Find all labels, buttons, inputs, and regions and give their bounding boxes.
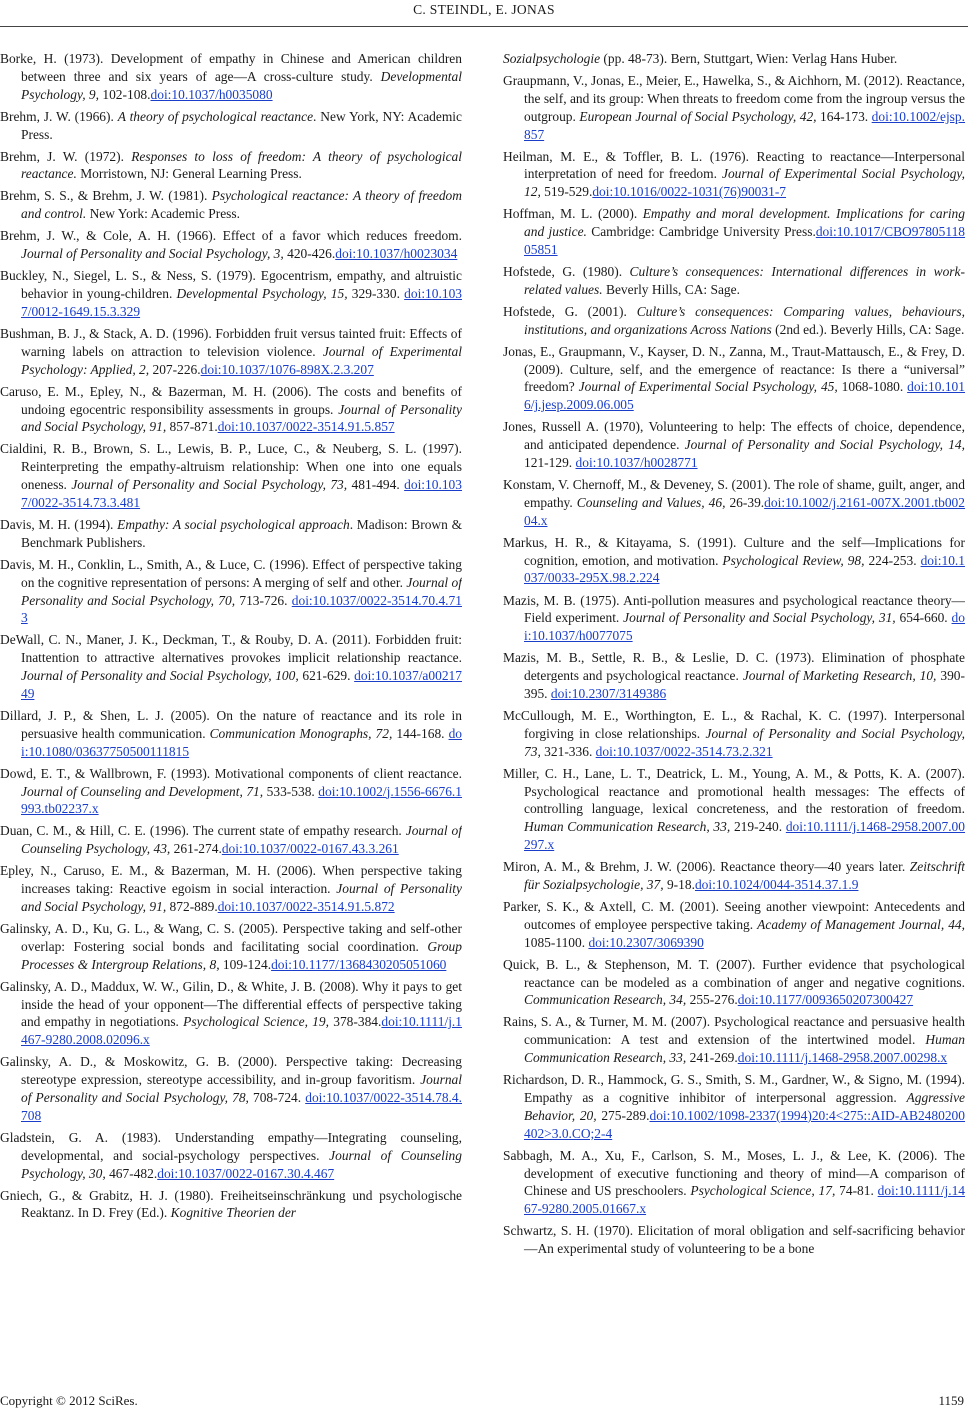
reference-details: . New York, NY: Academic Press. (21, 108, 462, 142)
reference-text: Caruso, E. M., Epley, N., & Bazerman, M. H. (2006). The costs and benefits of undoing egocentric responsibility assessments in groups. (0, 383, 462, 417)
reference-entry (503, 956, 965, 1010)
reference-entry (0, 108, 462, 144)
reference-entry (0, 1053, 462, 1124)
doi-link[interactable]: doi:10.1016/0022-1031(76)90031-7 (592, 184, 787, 200)
reference-text: Parker, S. K., & Axtell, C. M. (2001). Seeing another viewpoint: Antecedents and outcomes of employee perspective taking. (503, 898, 965, 932)
reference-entry (0, 862, 462, 916)
reference-source: Sozialpsychologie (503, 51, 601, 66)
reference-text: Dowd, E. T., & Wallbrown, F. (1993). Motivational components of client reactance. (0, 765, 462, 781)
reference-entry (0, 227, 462, 263)
reference-entry (0, 631, 462, 702)
doi-link[interactable]: doi:10.1111/j.1467-9280.2005.01667.x (524, 1183, 965, 1217)
page-number: 1159 (938, 1393, 964, 1408)
reference-details: 390-395. (524, 668, 965, 701)
reference-details: (pp. 48-73). Bern, Stuttgart, Wien: Verlag Hans Huber. (600, 51, 898, 66)
reference-text: DeWall, C. N., Maner, J. K., Deckman, T., & Rouby, D. A. (2011). Forbidden fruit: Inattention to attractive alternatives provokes implicit relationship reactance. (0, 632, 462, 666)
reference-details: 654-660. (895, 610, 952, 626)
reference-text: Gladstein, G. A. (1983). Understanding empathy—Integrating counseling, developmental, and social-psychology perspectives. (0, 1129, 462, 1163)
left-reference-column (0, 50, 462, 1372)
doi-link[interactable]: doi:10.1037/0012-1649.15.3.329 (21, 286, 462, 319)
doi-link[interactable]: doi:10.1037/a0021749 (21, 668, 462, 701)
doi-link[interactable]: doi:10.1037/0022-3514.78.4.708 (21, 1089, 462, 1123)
reference-source: Journal of Counseling Psychology, 43, (21, 823, 462, 857)
reference-source: Human Communication Research, 33, (524, 819, 731, 835)
reference-text: Miron, A. M., & Brehm, J. W. (2006). Reactance theory—40 years later. (503, 859, 910, 875)
reference-source: Psychological Science, 17, (690, 1183, 836, 1199)
reference-details: Morristown, NJ: General Learning Press. (76, 166, 302, 182)
reference-source: Journal of Personality and Social Psychology, 73, (71, 477, 348, 493)
doi-link[interactable]: doi:10.1177/1368430205051060 (271, 956, 447, 972)
reference-text: Jonas, E., Graupmann, V., Kayser, D. N., Zanna, M., Traut-Mattausch, E., & Frey, D. (2009). Culture, self, and the emergence of reactance: Is there a “universal” freedom? (503, 343, 965, 395)
reference-text: Galinsky, A. D., & Moskowitz, G. B. (2000). Perspective taking: Decreasing stereotype expression, stereotype accessibility, and in-group favoritism. (0, 1054, 462, 1088)
reference-text: Quick, B. L., & Stephenson, M. T. (2007). Further evidence that psychological reactance can be modeled as a combination of anger and negative cognitions. (503, 956, 965, 990)
reference-details: 26-39. (725, 494, 765, 510)
reference-details: 9-18. (663, 876, 695, 892)
doi-link[interactable]: doi:10.1037/0022-3514.73.2.321 (595, 743, 773, 759)
reference-entry (503, 303, 965, 339)
reference-entry (0, 765, 462, 819)
reference-entry (503, 858, 965, 894)
page-footer (0, 1393, 968, 1411)
reference-details: 1085-1100. (524, 934, 589, 950)
reference-source: Journal of Personality and Social Psychology, 14, (684, 437, 965, 453)
doi-link[interactable]: doi:10.1037/0022-3514.73.3.481 (21, 477, 462, 510)
reference-text: Graupmann, V., Jonas, E., Meier, E., Hawelka, S., & Aichhorn, M. (2012). Reactance, the self, and its group: When threats to freedom come from the ingroup versus the outgroup. (503, 73, 965, 124)
reference-text: Buckley, N., Siegel, L. S., & Ness, S. (1979). Egocentrism, empathy, and altruistic behavior in young-children. (0, 268, 462, 302)
reference-source: Journal of Experimental Social Psychology, 45, (578, 379, 838, 395)
reference-source: Journal of Personality and Social Psychology, 100, (21, 668, 299, 684)
reference-details: 857-871. (166, 419, 218, 435)
reference-details: 420-426. (283, 246, 336, 262)
reference-details: 275-289. (596, 1107, 650, 1123)
reference-entry (0, 920, 462, 974)
reference-text: Jones, Russell A. (1970), Volunteering to help: The effects of choice, dependence, and anticipated dependence. (503, 419, 965, 453)
reference-details: 533-538. (263, 783, 319, 799)
reference-source: Journal of Personality and Social Psychology, 31, (623, 610, 896, 626)
reference-text: Gniech, G., & Grabitz, H. J. (1980). Freiheitseinschränkung und psychologische Reaktanz. In D. Frey (Ed.). (0, 1187, 462, 1221)
reference-source: Aggressive Behavior, 20, (524, 1089, 965, 1123)
doi-link[interactable]: doi:10.1037/0022-3514.70.4.713 (21, 592, 462, 626)
reference-details: 872-889. (166, 898, 218, 914)
reference-text: Brehm, J. W. (1972). (0, 148, 132, 164)
reference-source: Journal of Counseling and Development, 71, (21, 783, 264, 799)
reference-source: Journal of Experimental Social Psychology, 12, (524, 166, 965, 200)
doi-link[interactable]: doi:10.1002/1098-2337(1994)20:4<275::AID-AB2480200402>3.0.CO;2-4 (524, 1107, 965, 1141)
doi-link[interactable]: doi:10.1037/0022-3514.91.5.872 (217, 898, 395, 914)
reference-details: Beverly Hills, CA: Sage. (602, 281, 740, 297)
reference-text: Markus, H. R., & Kitayama, S. (1991). Culture and the self—Implications for cognition, emotion, and motivation. (503, 534, 965, 568)
reference-entry (503, 534, 965, 588)
reference-text: Brehm, J. W. (1966). (0, 108, 118, 124)
reference-text: Duan, C. M., & Hill, C. E. (1996). The current state of empathy research. (0, 823, 406, 839)
reference-details: 121-129. (524, 455, 576, 471)
reference-details: 224-253. (864, 552, 921, 568)
reference-text: Mazis, M. B., Settle, R. B., & Leslie, D. C. (1973). Elimination of phosphate detergents and psychological reactance. (503, 650, 965, 684)
reference-text: Brehm, J. W., & Cole, A. H. (1966). Effect of a favor which reduces freedom. (0, 228, 462, 244)
reference-source: Journal of Marketing Research, 10, (742, 668, 937, 684)
reference-details: (2nd ed.). Beverly Hills, CA: Sage. (771, 321, 965, 337)
reference-entry (0, 148, 462, 184)
reference-details: 219-240. (730, 819, 786, 835)
reference-text: Rains, S. A., & Turner, M. M. (2007). Psychological reactance and persuasive health communication: A test and extension of the intertwined model. (503, 1014, 965, 1048)
doi-link[interactable]: doi:10.1037/0033-295X.98.2.224 (524, 552, 965, 586)
reference-source: Journal of Experimental Psychology: Applied, 2, (21, 343, 462, 377)
reference-entry (503, 205, 965, 259)
reference-details: 467-482. (105, 1165, 158, 1181)
reference-details: 713-726. (235, 592, 292, 608)
reference-entry (0, 187, 462, 223)
reference-details: New York: Academic Press. (86, 206, 240, 222)
header-rule (0, 26, 968, 27)
doi-link[interactable]: doi:10.1080/03637750500111815 (21, 725, 462, 759)
reference-details: 261-274. (170, 841, 222, 857)
doi-link[interactable]: doi:10.1037/0022-3514.91.5.857 (217, 419, 395, 435)
reference-source: European Journal of Social Psychology, 42, (579, 108, 817, 124)
doi-link[interactable]: doi:10.1017/CBO9780511805851 (524, 224, 965, 257)
reference-source: Empathy and moral development. Implications for caring and justice. (524, 206, 965, 240)
reference-text: Borke, H. (1973). Development of empathy in Chinese and American children between three and six years of age—A cross-culture study. (0, 51, 462, 84)
reference-entry (503, 148, 965, 202)
reference-entry (503, 476, 965, 530)
reference-text: Dillard, J. P., & Shen, L. J. (2005). On the nature of reactance and its role in persuasive health communication. (0, 707, 462, 741)
reference-source: Psychological Science, 19, (183, 1014, 329, 1030)
reference-entry (503, 898, 965, 952)
reference-entry (503, 1147, 965, 1218)
copyright-notice: Copyright © 2012 SciRes. (0, 1393, 138, 1408)
reference-entry (503, 50, 965, 68)
doi-link[interactable]: doi:10.1111/j.1467-9280.2008.02096.x (21, 1014, 462, 1048)
reference-text: Konstam, V. Chernoff, M., & Deveney, S. (2001). The role of shame, guilt, anger, and empathy. (503, 477, 965, 510)
reference-entry (503, 1071, 965, 1142)
doi-link[interactable]: doi:10.1002/j.2161-007X.2001.tb00204.x (524, 494, 965, 528)
reference-text: Schwartz, S. H. (1970). Elicitation of moral obligation and self-sacrificing behavior—An experimental study of volunteering to be a bone (503, 1223, 965, 1257)
reference-source: Responses to loss of freedom: A theory of psychological reactance. (21, 148, 462, 182)
doi-link[interactable]: doi:10.2307/3149386 (550, 685, 667, 701)
reference-source: A theory of psychological reactance (117, 108, 314, 124)
reference-text: Mazis, M. B. (1975). Anti-pollution measures and psychological reactance theory—Field experiment. (503, 592, 965, 626)
reference-entry (503, 418, 965, 472)
doi-link[interactable]: doi:10.1016/j.jesp.2009.06.005 (524, 379, 965, 413)
reference-text: Bushman, B. J., & Stack, A. D. (1996). Forbidden fruit versus tainted fruit: Effects of warning labels on attraction to television violence. (0, 325, 462, 359)
reference-details: 74-81. (835, 1183, 878, 1199)
reference-source: Journal of Personality and Social Psychology, 91, (21, 881, 462, 914)
reference-source: Kognitive Theorien der (170, 1205, 297, 1221)
reference-source: Developmental Psychology, 9, (21, 68, 462, 102)
reference-text: Davis, M. H., Conklin, L., Smith, A., & Luce, C. (1996). Effect of perspective taking on the cognitive representation of persons: A merging of self and other. (0, 556, 462, 590)
reference-text: Epley, N., Caruso, E. M., & Bazerman, M. H. (2006). When perspective taking increases taking: Reactive egoism in social interaction. (0, 863, 462, 897)
reference-source: Academy of Management Journal, 44, (757, 916, 965, 932)
doi-link[interactable]: doi:10.1037/0022-0167.30.4.467 (157, 1165, 335, 1181)
reference-entry (0, 556, 462, 627)
reference-source: Psychological reactance: A theory of freedom and control. (21, 188, 462, 222)
reference-text: Richardson, D. R., Hammock, G. S., Smith, S. M., Gardner, W., & Signo, M. (1994). Empathy as a cognitive inhibitor of interpersonal aggression. (503, 1072, 965, 1105)
doi-link[interactable]: doi:10.1037/h0077075 (524, 610, 965, 644)
doi-link[interactable]: doi:10.1111/j.1468-2958.2007.00297.x (524, 819, 965, 853)
reference-details: 321-336. (540, 743, 596, 759)
reference-entry (0, 516, 462, 552)
reference-entry (0, 1129, 462, 1183)
reference-entry (503, 649, 965, 703)
reference-text: Cialdini, R. B., Brown, S. L., Lewis, B. P., Luce, C., & Neuberg, S. L. (1997). Reinterpreting the empathy-altruism relationship: When one into one equals oneness. (0, 441, 462, 493)
reference-source: Group Processes & Intergroup Relations, 8, (21, 938, 462, 972)
reference-source: Journal of Counseling Psychology, 30, (21, 1147, 462, 1181)
reference-source: Journal of Personality and Social Psychology, 3, (21, 246, 284, 262)
reference-text: Hoffman, M. L. (2000). (503, 206, 643, 222)
reference-text: Brehm, S. S., & Brehm, J. W. (1981). (0, 188, 212, 204)
doi-link[interactable]: doi:10.1024/0044-3514.37.1.9 (694, 876, 859, 892)
reference-source: Zeitschrift für Sozialpsychologie, 37, (524, 859, 965, 892)
reference-source: Journal of Personality and Social Psychology, 78, (21, 1072, 462, 1105)
reference-entry (0, 383, 462, 437)
running-header: C. STEINDL, E. JONAS (413, 2, 555, 17)
reference-entry (0, 707, 462, 761)
reference-text: Davis, M. H. (1994). (0, 516, 118, 532)
reference-entry (503, 263, 965, 299)
reference-entry (503, 72, 965, 143)
reference-source: Psychological Review, 98, (722, 552, 865, 568)
reference-text: Heilman, M. E., & Toffler, B. L. (1976). Reacting to reactance—Interpersonal interpretation of need for freedom. (503, 148, 965, 182)
reference-entry (503, 592, 965, 646)
right-reference-column (503, 50, 965, 1372)
reference-source: Culture’s consequences: International differences in work-related values. (524, 264, 965, 297)
reference-source: Communication Monographs, 72, (209, 725, 393, 741)
doi-link[interactable]: doi:10.1111/j.1468-2958.2007.00298.x (737, 1050, 948, 1066)
reference-details: . Madison: Brown & Benchmark Publishers. (21, 516, 462, 550)
reference-text: Sabbagh, M. A., Xu, F., Carlson, S. M., Moses, L. J., & Lee, K. (2006). The development of executive functioning and theory of mind—A comparison of Chinese and US preschoolers. (503, 1147, 965, 1199)
reference-details: Cambridge: Cambridge University Press. (586, 224, 816, 240)
doi-link[interactable]: doi:10.1177/0093650207300427 (737, 992, 914, 1008)
doi-link[interactable]: doi:10.2307/3069390 (588, 934, 704, 950)
reference-entry (503, 1013, 965, 1067)
reference-details: 102-108. (99, 86, 151, 102)
reference-details: 378-384. (328, 1014, 382, 1030)
doi-link[interactable]: doi:10.1002/j.1556-6676.1993.tb02237.x (21, 783, 462, 817)
reference-source: Counseling and Values, 46, (576, 494, 726, 510)
reference-entry (503, 765, 965, 854)
reference-details: 164-173. (816, 108, 872, 124)
doi-link[interactable]: doi:10.1002/ejsp.857 (524, 108, 965, 142)
doi-link[interactable]: doi:10.1037/h0028771 (575, 455, 698, 471)
reference-entry (503, 707, 965, 761)
reference-entry (503, 343, 965, 414)
reference-details: 241-269. (686, 1050, 738, 1066)
reference-text: Miller, C. H., Lane, L. T., Deatrick, L. M., Young, A. M., & Potts, K. A. (2007). Psychological reactance and promotional health messages: The effects of controlling language, lexical concreteness, and the restoration of freedom. (503, 765, 965, 817)
reference-details: 519-529. (540, 184, 593, 200)
reference-source: Culture’s consequences: Comparing values, behaviours, institutions, and organizations Across Nations (524, 303, 965, 337)
reference-entry (0, 978, 462, 1049)
reference-details: 329-330. (347, 286, 405, 302)
reference-details: 621-629. (298, 668, 355, 684)
reference-details: 109-124. (219, 956, 272, 972)
reference-details: 481-494. (347, 477, 405, 493)
reference-details: 144-168. (392, 725, 449, 741)
reference-source: Journal of Personality and Social Psychology, 91, (21, 401, 462, 435)
reference-entry (0, 440, 462, 511)
reference-text: Galinsky, A. D., Ku, G. L., & Wang, C. S. (2005). Perspective taking and self-other overlap: Fostering social bonds and facilitating social coordination. (0, 920, 462, 954)
reference-text: Hofstede, G. (1980). (503, 264, 630, 280)
reference-details: 1068-1080. (837, 379, 908, 395)
reference-source: Developmental Psychology, 15, (176, 286, 348, 302)
reference-details: 708-724. (248, 1089, 306, 1105)
reference-entry (0, 325, 462, 379)
reference-source: Empathy: A social psychological approach (117, 516, 350, 532)
reference-entry (0, 50, 462, 104)
doi-link[interactable]: doi:10.1037/1076-898X.2.3.207 (200, 361, 374, 377)
reference-entry (0, 822, 462, 858)
reference-entry (503, 1222, 965, 1258)
reference-entry (0, 1187, 462, 1223)
reference-text: Hofstede, G. (2001). (503, 303, 637, 319)
reference-details: 207-226. (149, 361, 201, 377)
reference-details: 255-276. (686, 992, 738, 1008)
doi-link[interactable]: doi:10.1037/0022-0167.43.3.261 (221, 841, 399, 857)
reference-entry (0, 267, 462, 321)
doi-link[interactable]: doi:10.1037/h0035080 (150, 86, 273, 102)
reference-source: Human Communication Research, 33, (524, 1032, 965, 1066)
reference-text: Galinsky, A. D., Maddux, W. W., Gilin, D., & White, J. B. (2008). Why it pays to get inside the head of your opponent—The differential effects of perspective taking and empathy in negotiations. (0, 978, 462, 1030)
reference-source: Journal of Personality and Social Psychology, 73, (524, 725, 965, 759)
reference-source: Journal of Personality and Social Psychology, 70, (21, 574, 462, 608)
doi-link[interactable]: doi:10.1037/h0023034 (335, 246, 458, 262)
reference-text: McCullough, M. E., Worthington, E. L., & Rachal, K. C. (1997). Interpersonal forgiving in close relationships. (503, 707, 965, 741)
reference-source: Communication Research, 34, (524, 992, 687, 1008)
